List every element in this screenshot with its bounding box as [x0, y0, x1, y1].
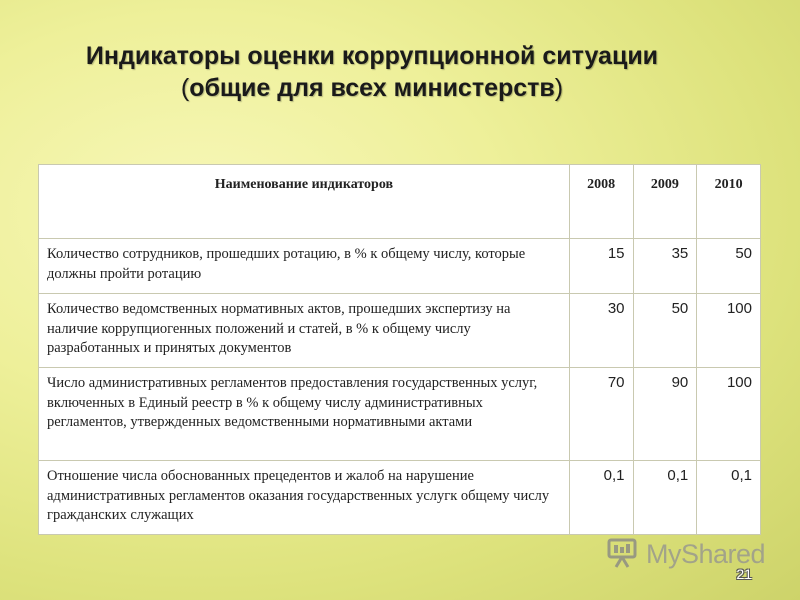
value-2009-cell: 90 [633, 368, 697, 461]
indicators-table [38, 164, 761, 535]
table-row [39, 294, 761, 368]
title-line-2 [0, 72, 744, 104]
value-2010-cell: 100 [697, 368, 761, 461]
header-year-2010: 2010 [697, 165, 761, 239]
value-2009-cell: 35 [633, 239, 697, 294]
table-row [39, 368, 761, 461]
value-2009-cell: 50 [633, 294, 697, 368]
subtitle-open-paren: ( [180, 74, 190, 102]
presentation-board-icon [606, 535, 640, 574]
indicator-name-cell: Число административных регламентов предоставления государственных услуг, включенных в Единый реестр в % к общему числу административных регламентов, утвержденных ведомственными нормативными актами [39, 368, 570, 461]
indicator-name-cell: Количество сотрудников, прошедших ротацию, в % к общему числу, которые должны пройти ротацию [39, 239, 570, 294]
value-2008-cell: 15 [569, 239, 633, 294]
header-year-2009: 2009 [633, 165, 697, 239]
value-2009-cell: 0,1 [633, 461, 697, 535]
subtitle-close-paren: ) [554, 74, 564, 102]
title-line-1: Индикаторы оценки коррупционной ситуации [85, 42, 659, 70]
value-2008-cell: 0,1 [569, 461, 633, 535]
value-2010-cell: 100 [697, 294, 761, 368]
table-header-row [39, 165, 761, 239]
watermark-text: MyShared [646, 538, 766, 569]
subtitle-text: общие для всех министерств [189, 74, 555, 102]
header-indicator-name: Наименование индикаторов [39, 165, 570, 239]
value-2008-cell: 30 [569, 294, 633, 368]
value-2010-cell: 50 [697, 239, 761, 294]
value-2010-cell: 0,1 [697, 461, 761, 535]
table-row [39, 239, 761, 294]
indicator-name-cell: Количество ведомственных нормативных актов, прошедших экспертизу на наличие коррупциогенных положений и статей, в % к общему числу разработанных и принятых документов [39, 294, 570, 368]
header-year-2008: 2008 [569, 165, 633, 239]
value-2008-cell: 70 [569, 368, 633, 461]
indicator-name-cell: Отношение числа обоснованных прецедентов и жалоб на нарушение административных регламентов оказания государственных услугк общему числу гражданских служащих [39, 461, 570, 535]
table-row [39, 461, 761, 535]
slide-title [0, 40, 744, 104]
page-number: 21 [736, 566, 752, 582]
